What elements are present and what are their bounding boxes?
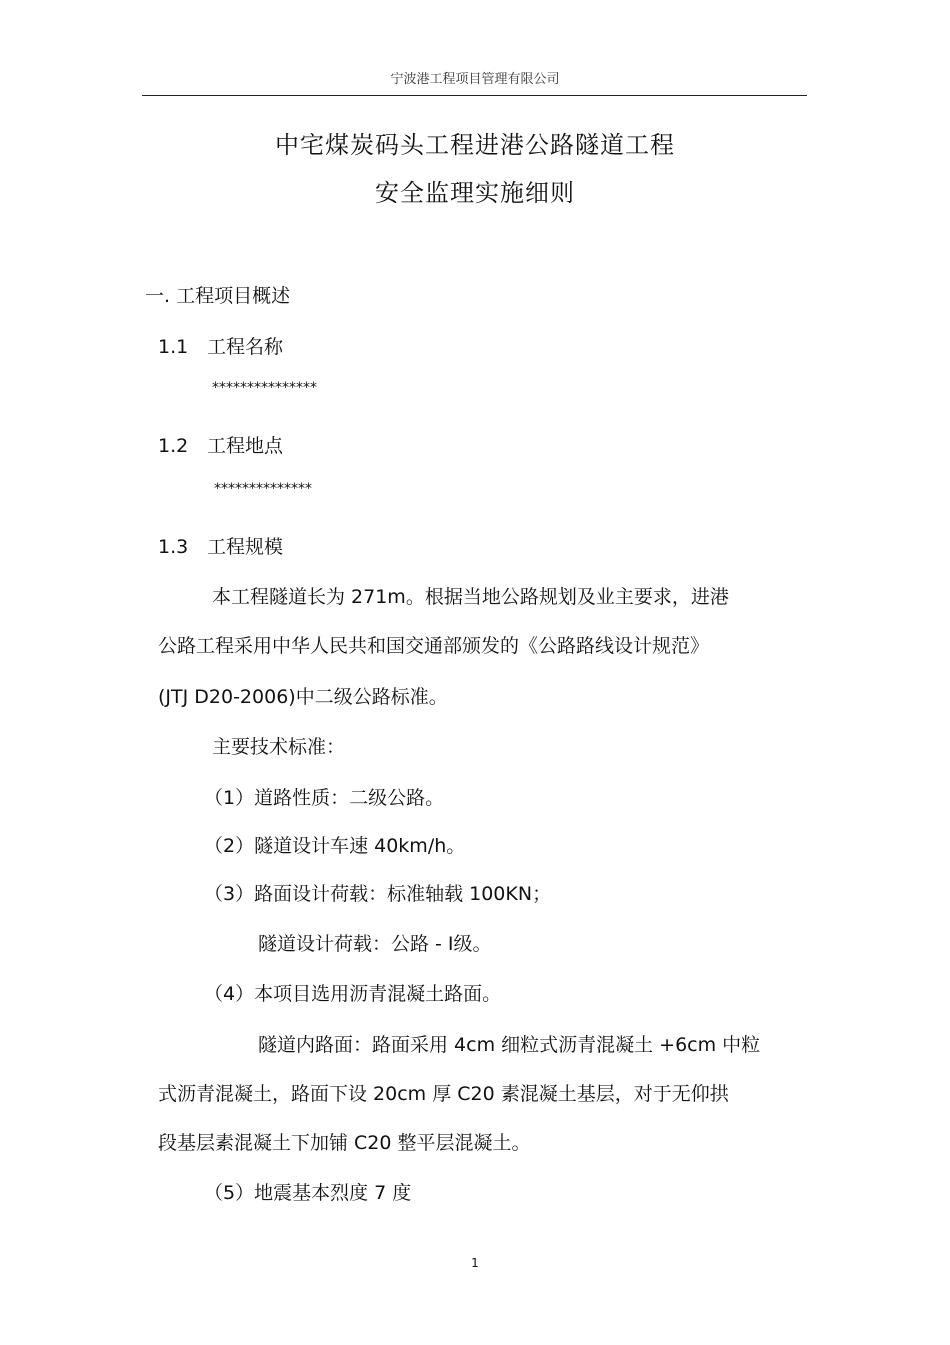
paragraph-line: 段基层素混凝土下加铺 C20 整平层混凝土。 (158, 1132, 531, 1154)
subsection-number: 1.1 (158, 336, 189, 358)
paragraph-line: 式沥青混凝土，路面下设 20cm 厚 C20 素混凝土基层，对于无仰拱 (158, 1083, 729, 1105)
subsection-1-3 (158, 532, 283, 559)
paragraph-line: 本工程隧道长为 271m。根据当地公路规划及业主要求，进港 (212, 586, 729, 608)
page-number: 1 (471, 1256, 479, 1270)
subsection-label: 工程名称 (207, 336, 284, 358)
list-item: （3）路面设计荷载：标准轴载 100KN； (204, 883, 552, 905)
subsection-number: 1.3 (158, 536, 189, 558)
project-location-value: ************** (214, 481, 312, 497)
list-item: （5）地震基本烈度 7 度 (204, 1182, 412, 1204)
document-title-line2: 安全监理实施细则 (375, 179, 575, 207)
list-item: （4）本项目选用沥青混凝土路面。 (204, 983, 502, 1005)
section-heading: 一. 工程项目概述 (145, 285, 291, 307)
page-header: 宁波港工程项目管理有限公司 (390, 72, 560, 87)
standards-label: 主要技术标准： (212, 736, 346, 758)
list-item: （2）隧道设计车速 40km/h。 (204, 835, 466, 857)
header-rule (142, 95, 807, 96)
paragraph-line: (JTJ D20-2006)中二级公路标准。 (158, 686, 448, 708)
paragraph-line: 隧道内路面：路面采用 4cm 细粒式沥青混凝土 +6cm 中粒 (258, 1034, 761, 1056)
subsection-number: 1.2 (158, 435, 189, 457)
list-item-continuation: 隧道设计荷载：公路 - Ⅰ级。 (258, 933, 492, 955)
project-name-value: *************** (212, 380, 317, 396)
document-title-line1: 中宅煤炭码头工程进港公路隧道工程 (275, 131, 675, 159)
subsection-1-1 (158, 332, 283, 359)
paragraph-line: 公路工程采用中华人民共和国交通部颁发的《公路路线设计规范》 (158, 635, 710, 657)
list-item: （1）道路性质：二级公路。 (204, 787, 445, 809)
subsection-label: 工程规模 (207, 536, 284, 558)
subsection-1-2 (158, 431, 283, 458)
subsection-label: 工程地点 (207, 435, 284, 457)
